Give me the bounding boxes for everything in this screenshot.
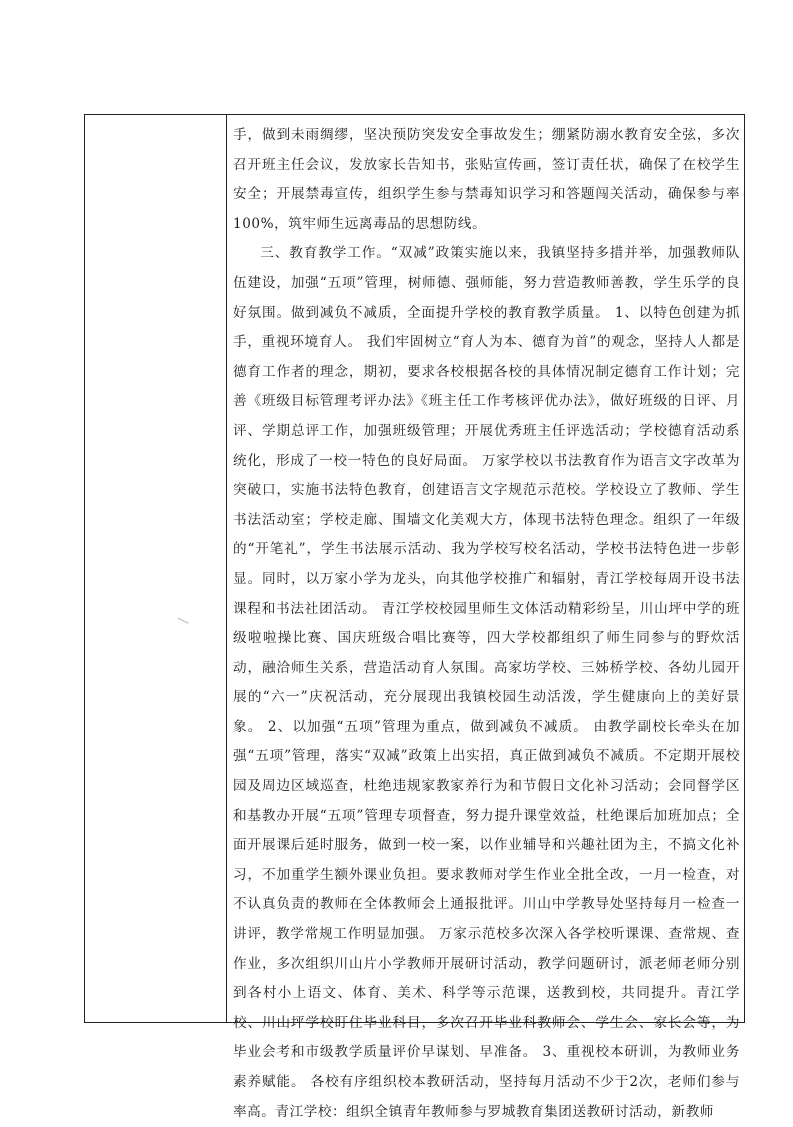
paragraph: 手，做到未雨绸缪，坚决预防突发安全事故发生；绷紧防溺水教育安全弦，多次召开班主任会议，发放家长告知书，张贴宣传画，签订责任状，确保了在校学生安全；开展禁毒宣传，组织学生参与禁毒知识学习和答题闯关活动，确保参与率100%，筑牢师生远离毒品的思想防线。 xyxy=(233,127,740,232)
form-table xyxy=(84,114,745,1120)
paragraph: 三、教育教学工作。“双减”政策实施以来，我镇坚持多措并举，加强教师队伍建设，加强“五项”管理，树师德、强师能，努力营造教师善教，学生乐学的良好氛围。做到减负不减质，全面提升学校的教育教学质量。 1、以特色创建为抓手，重视环境育人。 我们牢固树立“育人为本、德育为首”的观念，坚持人人都是德育工作者的理念，期初，要求各校根据各校的具体情况制定德育工作计划；完善《班级目标管理考评办法》《班主任工作考核评优办法》，做好班级的日评、月评、学期总评工作，加强班级管理；开展优秀班主任评选活动；学校德育活动系统化，形成了一校一特色的良好局面。 万家学校以书法教育作为语言文字改革为突破口，实施书法特色教育，创建语言文字规范示范校。学校设立了教师、学生书法活动室；学校走廊、围墙文化美观大方，体现书法特色理念。组织了一年级的“开笔礼”，学生书法展示活动、我为学校写校名活动，学校书法特色进一步彰显。同时，以万家小学为龙头，向其他学校推广和辐射，青江学校每周开设书法课程和书法社团活动。 青江学校校园里师生文体活动精彩纷呈，川山坪中学的班级啦啦操比赛、国庆班级合唱比赛等，四大学校都组织了师生同参与的野炊活动，融洽师生关系，营造活动育人氛围。高家坊学校、三姊桥学校、各幼儿园开展的“六一”庆祝活动，充分展现出我镇校园生动活泼，学生健康向上的美好景象。 2、以加强“五项”管理为重点，做到减负不减质。 由教学副校长牵头在加强“五项”管理，落实“双减”政策上出实招，真正做到减负不减质。不定期开展校园及周边区域巡查，杜绝违规家教家养行为和节假日文化补习活动；会同督学区和基教办开展“五项”管理专项督查，努力提升课堂效益，杜绝课后加班加点；全面开展课后延时服务，做到一校一案，以作业辅导和兴趣社团为主，不搞文化补习，不加重学生额外课业负担。要求教师对学生作业全批全改，一月一检查，对不认真负责的教师在全体教师会上通报批评。川山中学教导处坚持每月一检查一讲评，教学常规工作明显加强。 万家示范校多次深入各学校听课课、查常规、查作业，多次组织川山片小学教师开展研讨活动，教学问题研讨，派老师老师分别到各村小上语文、体育、美术、科学等示范课，送教到校，共同提升。青江学校、川山坪学校盯住毕业科目，多次召开毕业科教师会、学生会、家长会等，为毕业会考和市级教学质量评价早谋划、早准备。 3、重视校本研训，为教师业务素养赋能。 各校有序组织校本教研活动，坚持每月活动不少于2次，老师们参与率高。青江学校：组织全镇青年教师参与罗城教育集团送教研讨活动，新教师 xyxy=(233,245,740,1120)
label-column xyxy=(85,115,227,1022)
content-cell xyxy=(233,121,740,1127)
